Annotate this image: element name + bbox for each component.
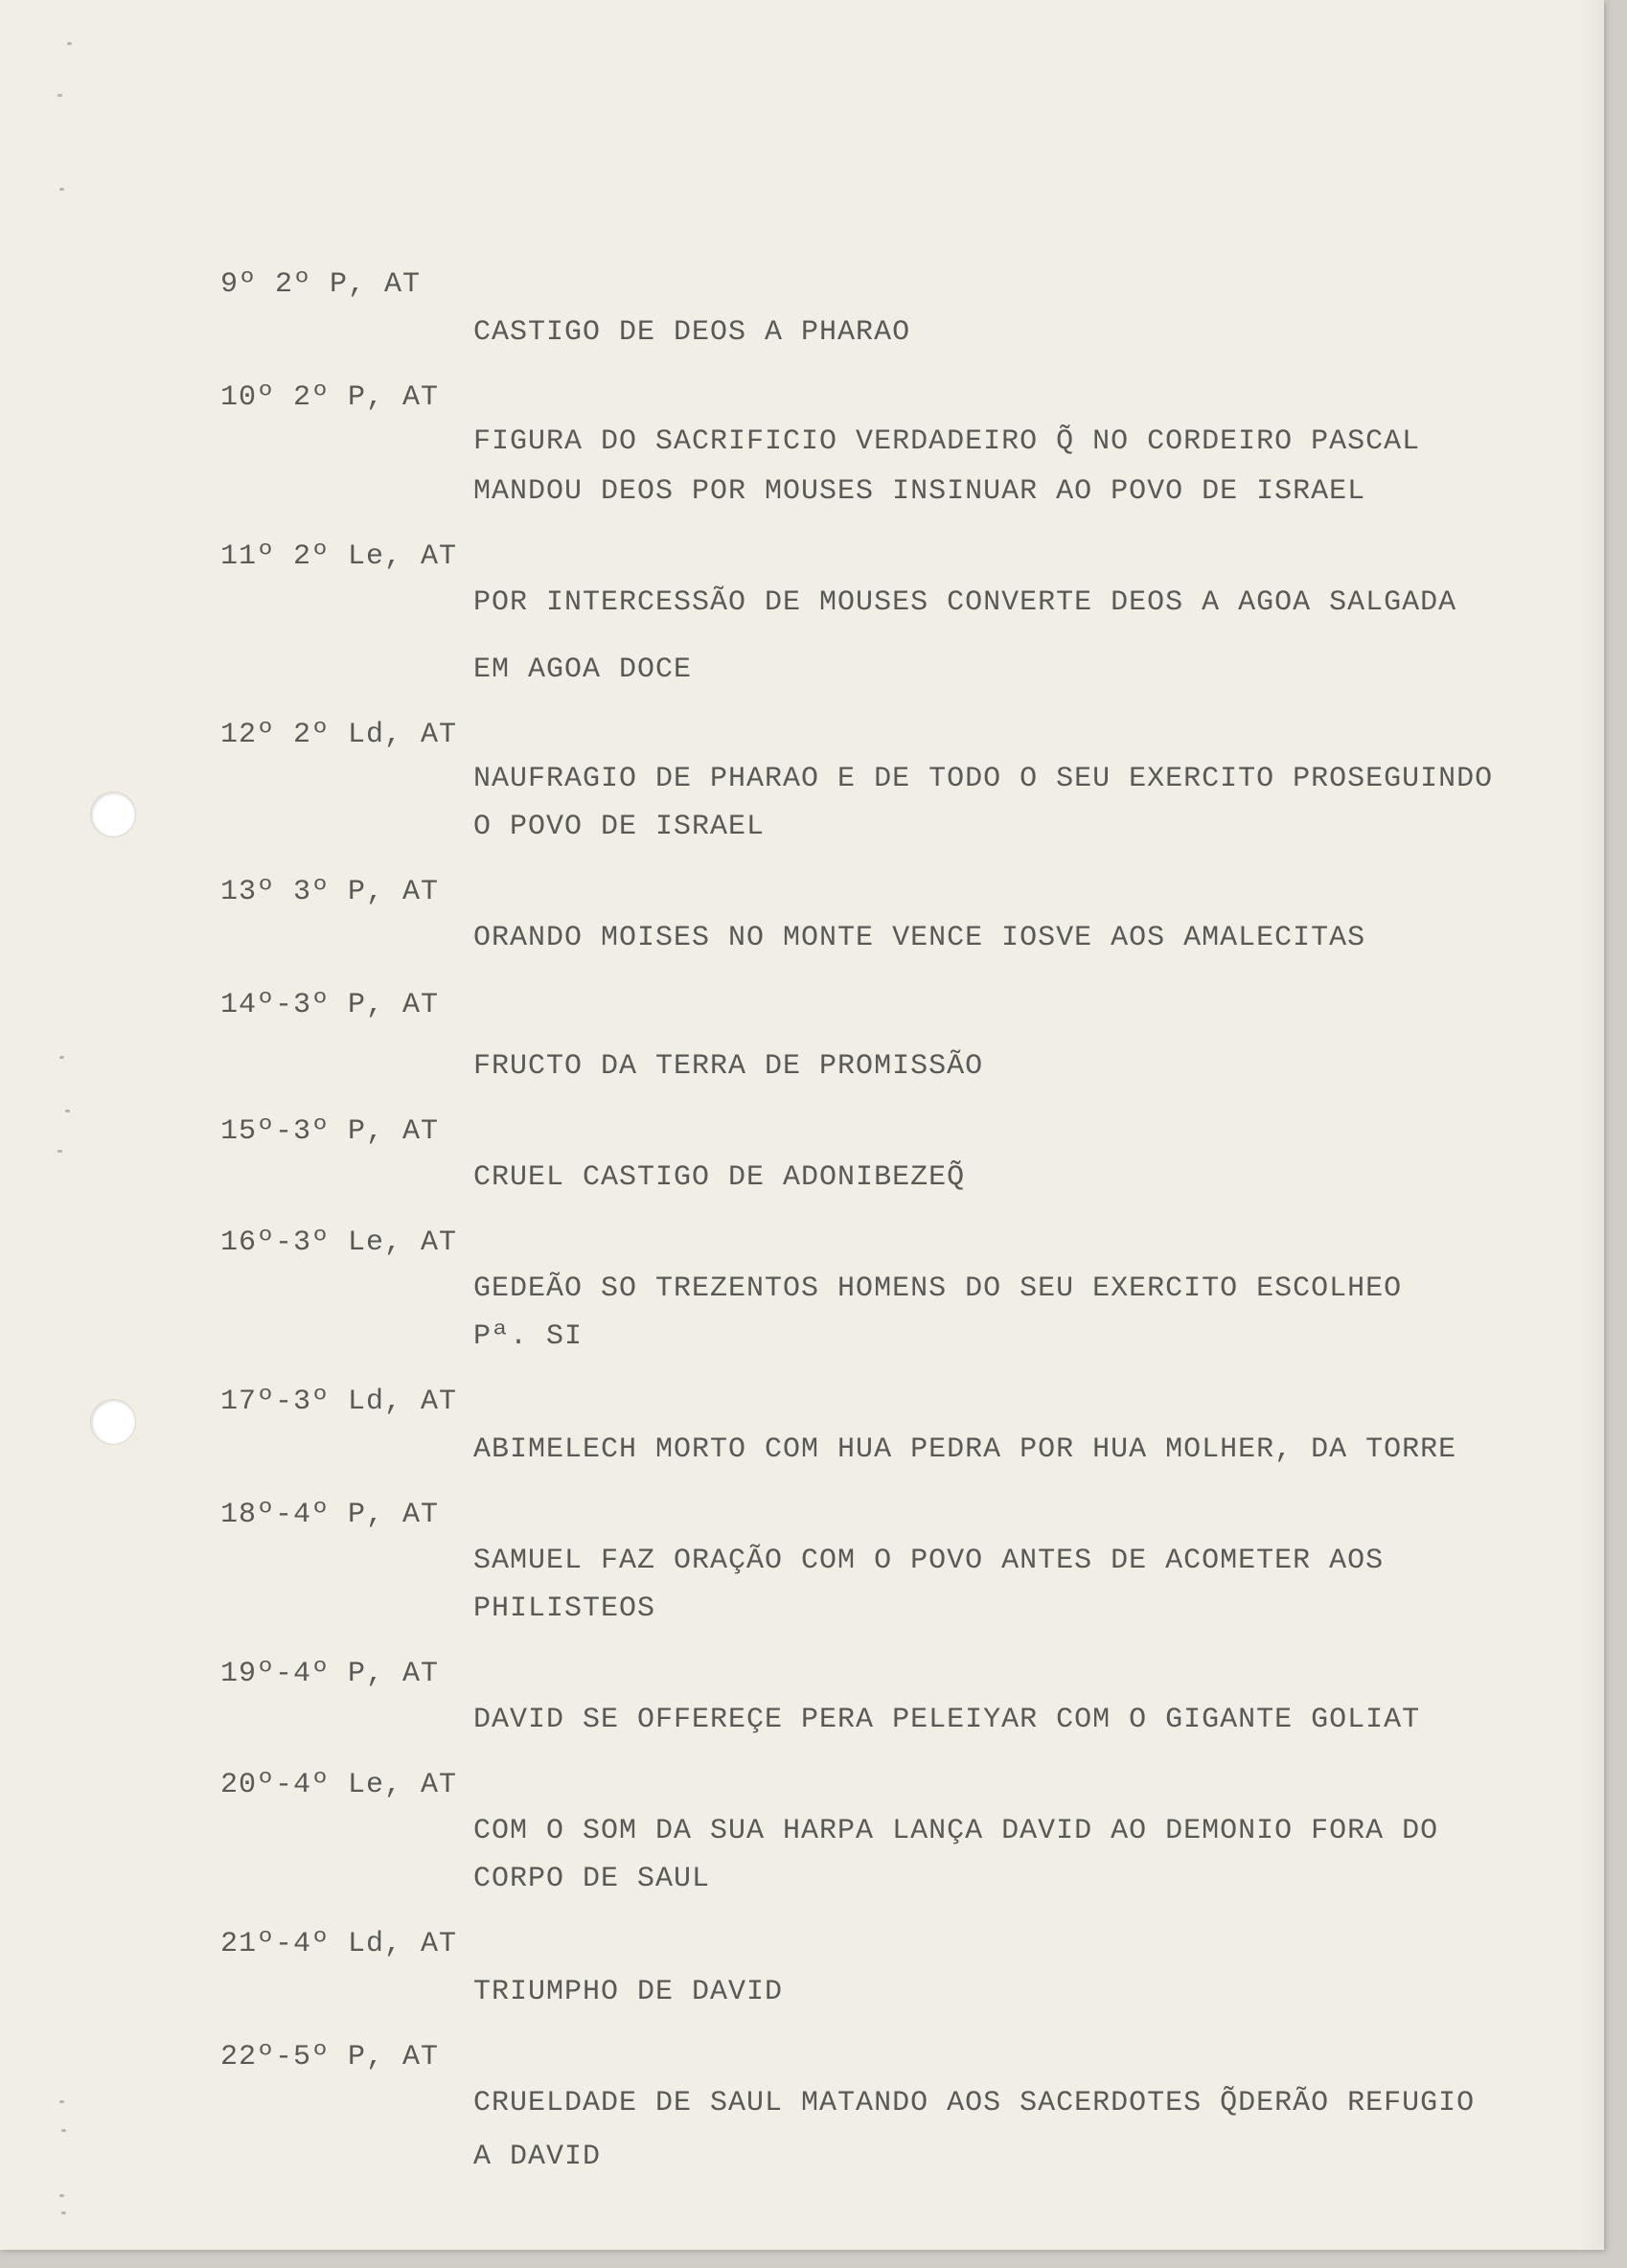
entry-reference: 11º 2º Le, AT [220,540,458,573]
entry-reference: 19º-4º P, AT [220,1658,440,1690]
entry-description: A DAVID [473,2141,602,2173]
entry-reference: 13º 3º P, AT [220,876,440,908]
entry-reference: 16º-3º Le, AT [220,1226,458,1259]
entry-description: POR INTERCESSÃO DE MOUSES CONVERTE DEOS A AGOA SALGADA [473,586,1457,619]
entry-reference: 21º-4º Ld, AT [220,1928,458,1960]
entry-description: EM AGOA DOCE [473,653,693,686]
entry-description: NAUFRAGIO DE PHARAO E DE TODO O SEU EXERCITO PROSEGUINDO [473,763,1494,795]
entry-description: COM O SOM DA SUA HARPA LANÇA DAVID AO DEMONIO FORA DO [473,1815,1439,1847]
entry-reference: 22º-5º P, AT [220,2041,440,2073]
entry-description: GEDEÃO SO TREZENTOS HOMENS DO SEU EXERCITO ESCOLHEO [473,1272,1403,1305]
entry-description: SAMUEL FAZ ORAÇÃO COM O POVO ANTES DE ACOMETER AOS [473,1545,1385,1577]
entry-reference: 15º-3º P, AT [220,1115,440,1148]
entry-description: FRUCTO DA TERRA DE PROMISSÃO [473,1050,984,1083]
entry-description: Pª. SI [473,1320,584,1353]
entry-description: CORPO DE SAUL [473,1863,711,1895]
entry-description: ORANDO MOISES NO MONTE VENCE IOSVE AOS AMALECITAS [473,922,1366,954]
entry-reference: 14º-3º P, AT [220,989,440,1021]
entry-reference: 10º 2º P, AT [220,381,440,414]
entry-reference: 20º-4º Le, AT [220,1769,458,1801]
entry-reference: 12º 2º Ld, AT [220,719,458,751]
entry-reference: 17º-3º Ld, AT [220,1386,458,1418]
entry-description: CRUELDADE DE SAUL MATANDO AOS SACERDOTES Q̃DERÃO REFUGIO [473,2087,1476,2119]
entry-description: TRIUMPHO DE DAVID [473,1976,784,2008]
entry-description: CRUEL CASTIGO DE ADONIBEZEQ̃ [473,1161,966,1194]
entry-description: O POVO DE ISRAEL [473,811,766,843]
entry-description: DAVID SE OFFEREÇE PERA PELEIYAR COM O GIGANTE GOLIAT [473,1704,1421,1736]
entry-description: MANDOU DEOS POR MOUSES INSINUAR AO POVO DE ISRAEL [473,475,1366,508]
entry-description: ABIMELECH MORTO COM HUA PEDRA POR HUA MOLHER, DA TORRE [473,1433,1457,1466]
entry-description: PHILISTEOS [473,1592,656,1625]
entry-description: FIGURA DO SACRIFICIO VERDADEIRO Q̃ NO CORDEIRO PASCAL [473,425,1421,458]
entry-reference: 9º 2º P, AT [220,268,422,301]
entry-reference: 18º-4º P, AT [220,1499,440,1531]
entry-description: CASTIGO DE DEOS A PHARAO [473,316,911,349]
